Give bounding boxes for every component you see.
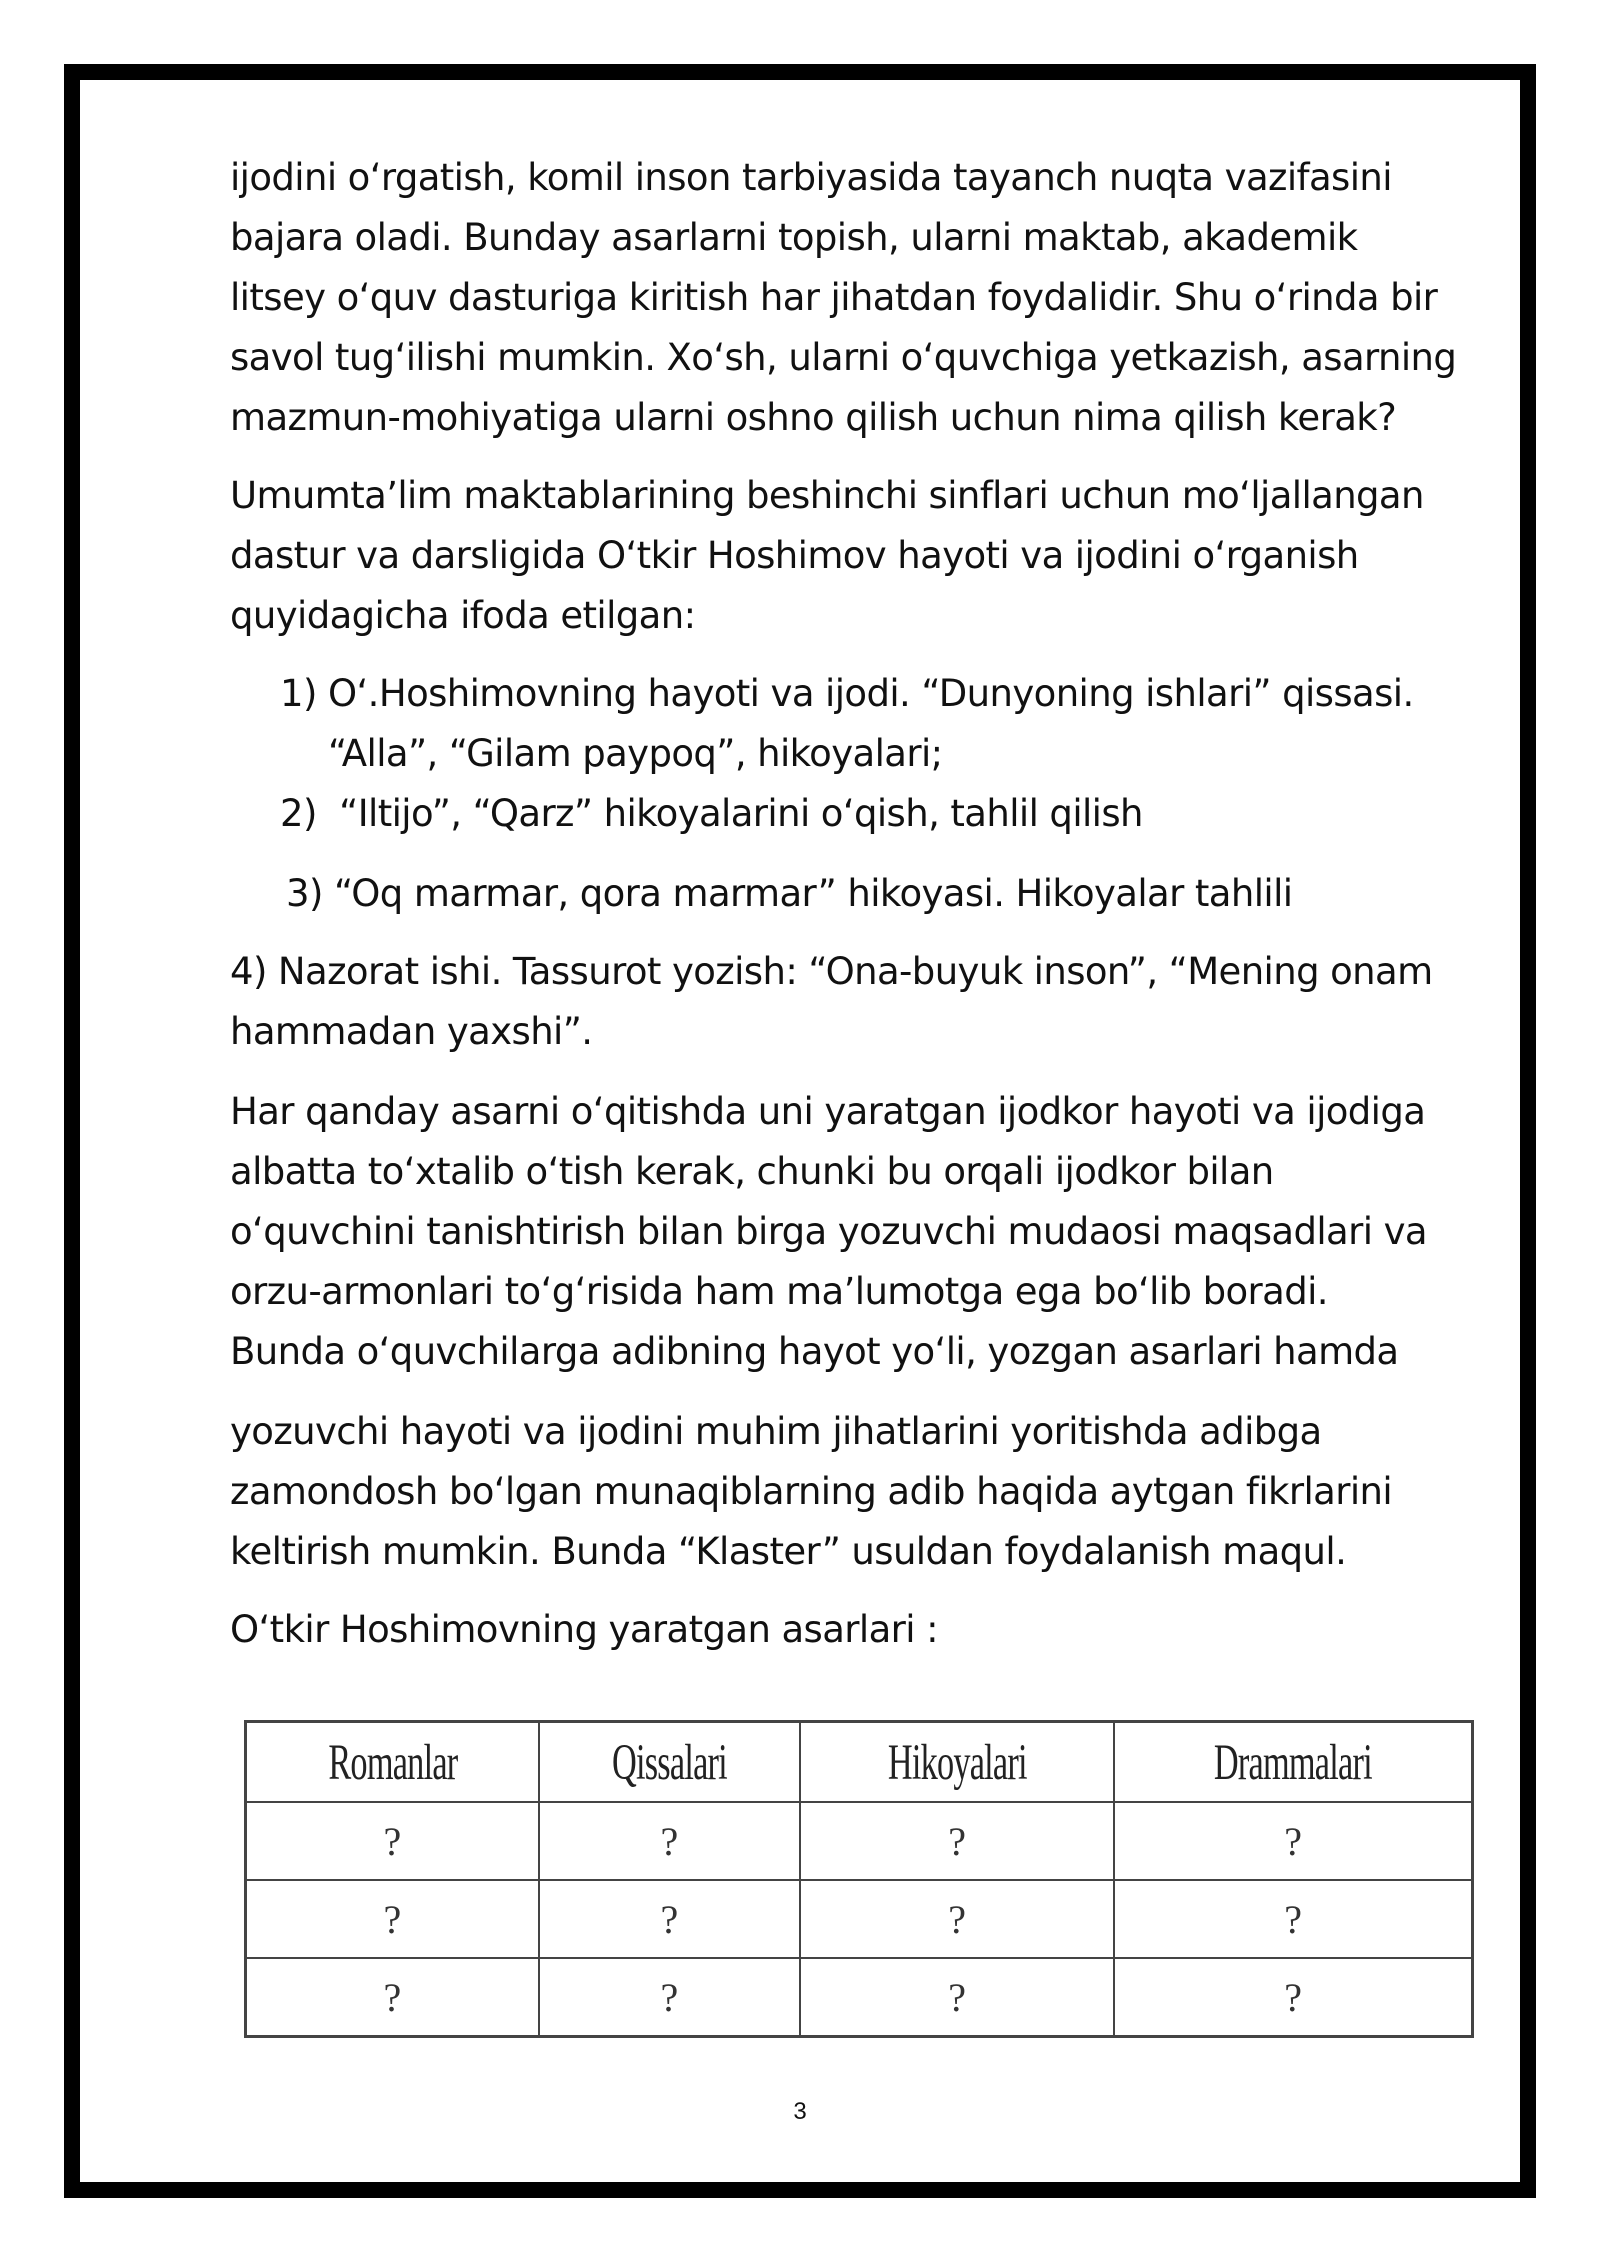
list-item-3 xyxy=(230,864,1490,924)
table-header-row xyxy=(246,1722,1473,1803)
text-line: zamondosh boʻlgan munaqiblarning adib haqida aytgan fikrlarini xyxy=(230,1470,1393,1513)
list-item-2 xyxy=(230,784,1490,844)
table-row xyxy=(246,1880,1473,1958)
table-cell: ? xyxy=(246,1958,539,2037)
text-line: mazmun-mohiyatiga ularni oshno qilish uchun nima qilish kerak? xyxy=(230,396,1397,439)
list-text: “Oq marmar, qora marmar” hikoyasi. Hikoyalar tahlili xyxy=(334,872,1293,915)
text-line: orzu-armonlari toʻgʻrisida ham ma’lumotga ega boʻlib boradi. xyxy=(230,1270,1328,1313)
header-romanlar: Romanlar xyxy=(278,1722,507,1803)
table-cell: ? xyxy=(800,1802,1115,1880)
text-line: savol tugʻilishi mumkin. Xoʻsh, ularni oʻquvchiga yetkazish, asarning xyxy=(230,336,1457,379)
table-cell: ? xyxy=(539,1958,800,2037)
text-line: Umumta’lim maktablarining beshinchi sinflari uchun moʻljallangan xyxy=(230,474,1424,517)
text-line: Har qanday asarni oʻqitishda uni yaratgan ijodkor hayoti va ijodiga xyxy=(230,1090,1426,1133)
table-row xyxy=(246,1802,1473,1880)
list-number: 1) xyxy=(280,672,317,715)
text-line: dastur va darsligida Oʻtkir Hoshimov hayoti va ijodini oʻrganish xyxy=(230,534,1359,577)
page-number: 3 xyxy=(793,2098,807,2125)
list-text: “Iltijo”, “Qarz” hikoyalarini oʻqish, tahlil qilish xyxy=(328,792,1143,835)
header-hikoyalari: Hikoyalari xyxy=(834,1722,1079,1803)
text-line: hammadan yaxshi”. xyxy=(230,1010,593,1053)
paragraph-5 xyxy=(230,1082,1490,1382)
table-cell: ? xyxy=(800,1880,1115,1958)
text-line: quyidagicha ifoda etilgan: xyxy=(230,594,696,637)
page-content xyxy=(230,148,1490,1660)
table-cell: ? xyxy=(246,1802,539,1880)
table-cell: ? xyxy=(539,1802,800,1880)
list-number: 3) xyxy=(286,872,323,915)
paragraph-1 xyxy=(230,148,1490,448)
table-cell: ? xyxy=(1114,1880,1472,1958)
table-row xyxy=(246,1958,1473,2037)
works-table xyxy=(244,1720,1474,2038)
table-cell: ? xyxy=(800,1958,1115,2037)
works-label: Oʻtkir Hoshimovning yaratgan asarlari : xyxy=(230,1608,938,1651)
text-line: ijodini oʻrgatish, komil inson tarbiyasida tayanch nuqta vazifasini xyxy=(230,156,1392,199)
list-text: Oʻ.Hoshimovning hayoti va ijodi. “Dunyoning ishlari” qissasi. xyxy=(328,672,1414,715)
works-table-wrapper xyxy=(244,1720,1474,2038)
header-drammalari: Drammalari xyxy=(1154,1722,1433,1803)
text-line: keltirish mumkin. Bunda “Klaster” usuldan foydalanish maqul. xyxy=(230,1530,1347,1573)
text-line: oʻquvchini tanishtirish bilan birga yozuvchi mudaosi maqsadlari va xyxy=(230,1210,1427,1253)
text-line: 4) Nazorat ishi. Tassurot yozish: “Ona-buyuk inson”, “Mening onam xyxy=(230,950,1433,993)
paragraph-4 xyxy=(230,942,1490,1062)
text-line: Bunda oʻquvchilarga adibning hayot yoʻli, yozgan asarlari hamda xyxy=(230,1330,1399,1373)
list-text-continued: “Alla”, “Gilam paypoq”, hikoyalari; xyxy=(328,732,943,775)
table-cell: ? xyxy=(1114,1802,1472,1880)
table-cell: ? xyxy=(246,1880,539,1958)
paragraph-2 xyxy=(230,466,1490,646)
table-cell: ? xyxy=(1114,1958,1472,2037)
text-line: albatta toʻxtalib oʻtish kerak, chunki bu orqali ijodkor bilan xyxy=(230,1150,1274,1193)
text-line: bajara oladi. Bunday asarlarni topish, ularni maktab, akademik xyxy=(230,216,1358,259)
paragraph-6 xyxy=(230,1402,1490,1582)
header-qissalari: Qissalari xyxy=(568,1722,771,1803)
text-line: litsey oʻquv dasturiga kiritish har jihatdan foydalidir. Shu oʻrinda bir xyxy=(230,276,1438,319)
list-item-1 xyxy=(230,664,1490,784)
list-number: 2) xyxy=(280,792,317,835)
text-line: yozuvchi hayoti va ijodini muhim jihatlarini yoritishda adibga xyxy=(230,1410,1322,1453)
table-cell: ? xyxy=(539,1880,800,1958)
